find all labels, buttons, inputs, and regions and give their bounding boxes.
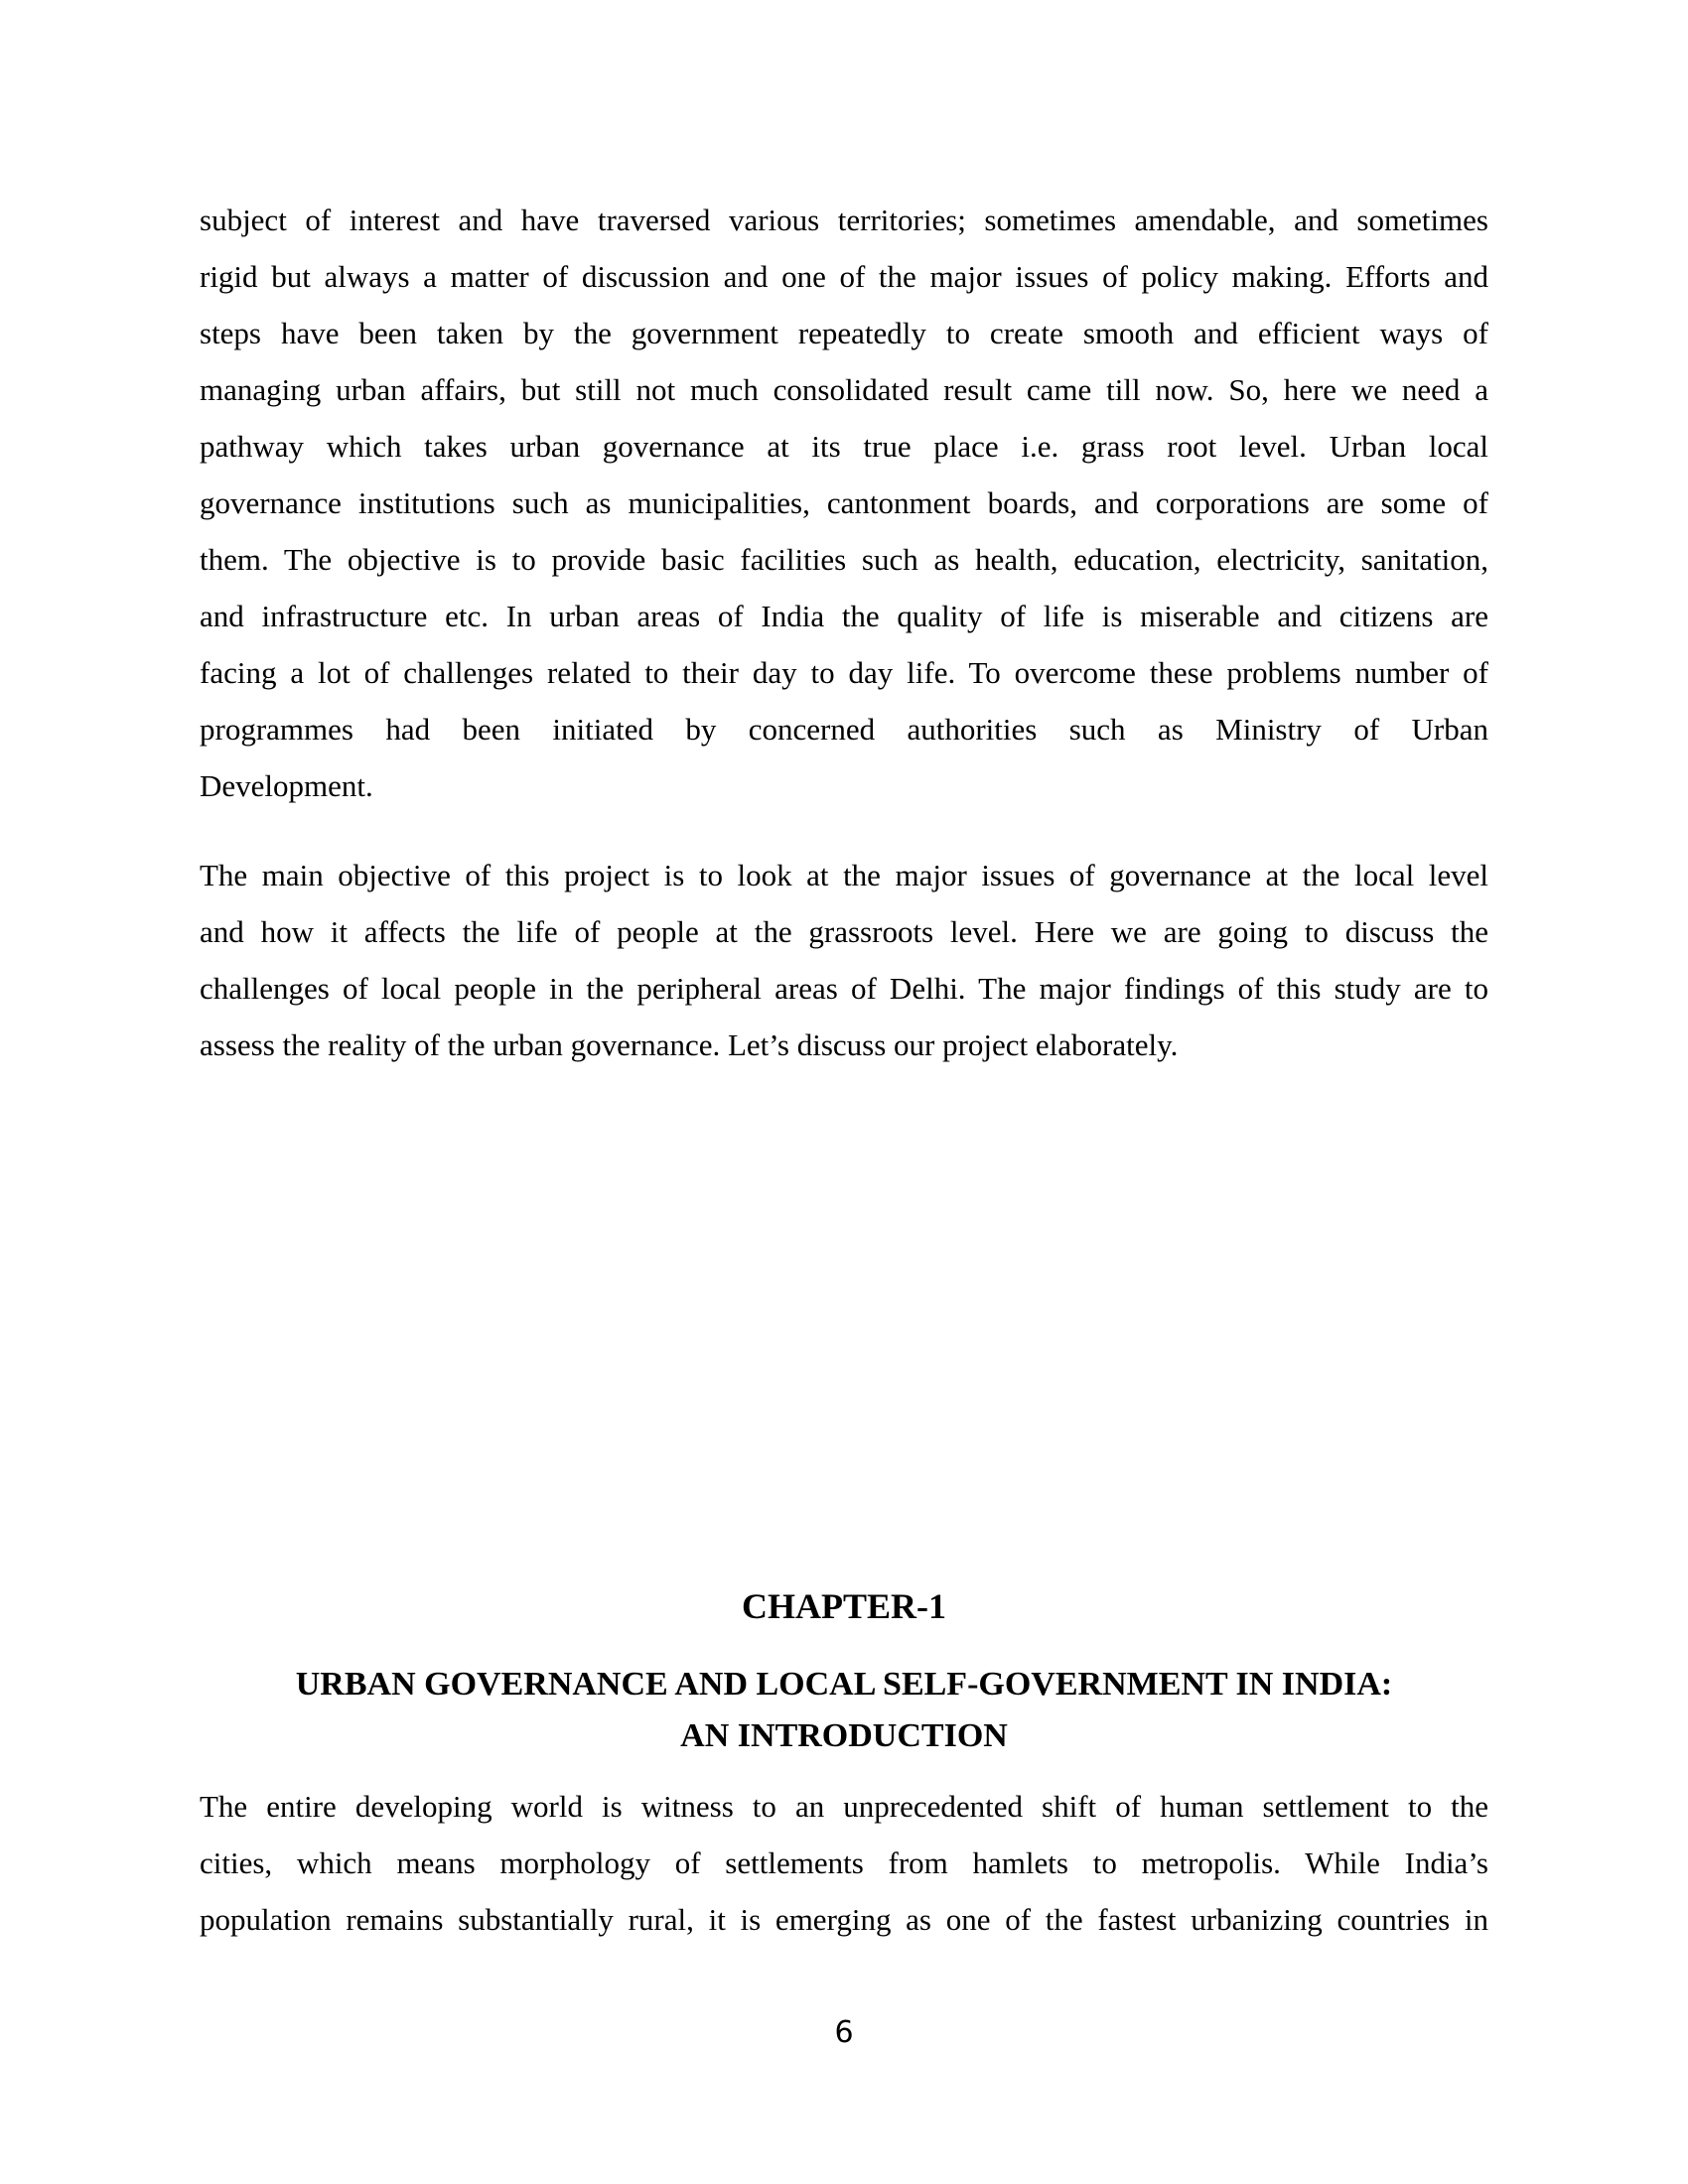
chapter-title-line-1: URBAN GOVERNANCE AND LOCAL SELF-GOVERNMENT IN INDIA: <box>295 1666 1393 1703</box>
text-line: managing urban affairs, but still not much consolidated result came till now. So, here we need a <box>200 372 1488 407</box>
text-line: and infrastructure etc. In urban areas of India the quality of life is miserable and citizens are <box>200 599 1488 633</box>
text-line: rigid but always a matter of discussion and one of the major issues of policy making. Efforts and <box>200 259 1488 294</box>
text-line: cities, which means morphology of settlements from hamlets to metropolis. While India’s <box>200 1845 1488 1880</box>
text-line: pathway which takes urban governance at its true place i.e. grass root level. Urban local <box>200 429 1488 464</box>
text-line: assess the reality of the urban governance. Let’s discuss our project elaborately. <box>200 1027 1179 1062</box>
chapter-title-line-2: AN INTRODUCTION <box>680 1717 1008 1754</box>
text-line: programmes had been initiated by concerned authorities such as Ministry of Urban <box>200 712 1488 747</box>
text-line: subject of interest and have traversed various territories; sometimes amendable, and sometimes <box>200 203 1488 237</box>
text-line: challenges of local people in the peripheral areas of Delhi. The major findings of this study are to <box>200 971 1488 1006</box>
text-line: The entire developing world is witness to an unprecedented shift of human settlement to the <box>200 1789 1488 1824</box>
text-line: governance institutions such as municipalities, cantonment boards, and corporations are some of <box>200 485 1488 520</box>
text-line: them. The objective is to provide basic facilities such as health, education, electricity, sanitation, <box>200 542 1488 577</box>
text-line: Development. <box>200 768 373 803</box>
page-number: 6 <box>834 2015 854 2050</box>
chapter-label: CHAPTER-1 <box>742 1586 946 1626</box>
text-line: population remains substantially rural, it is emerging as one of the fastest urbanizing countries in <box>200 1902 1488 1937</box>
text-line: steps have been taken by the government repeatedly to create smooth and efficient ways of <box>200 316 1488 350</box>
text-line: facing a lot of challenges related to their day to day life. To overcome these problems number of <box>200 655 1488 690</box>
text-line: and how it affects the life of people at the grassroots level. Here we are going to discuss the <box>200 914 1488 949</box>
text-line: The main objective of this project is to look at the major issues of governance at the local level <box>200 858 1488 892</box>
